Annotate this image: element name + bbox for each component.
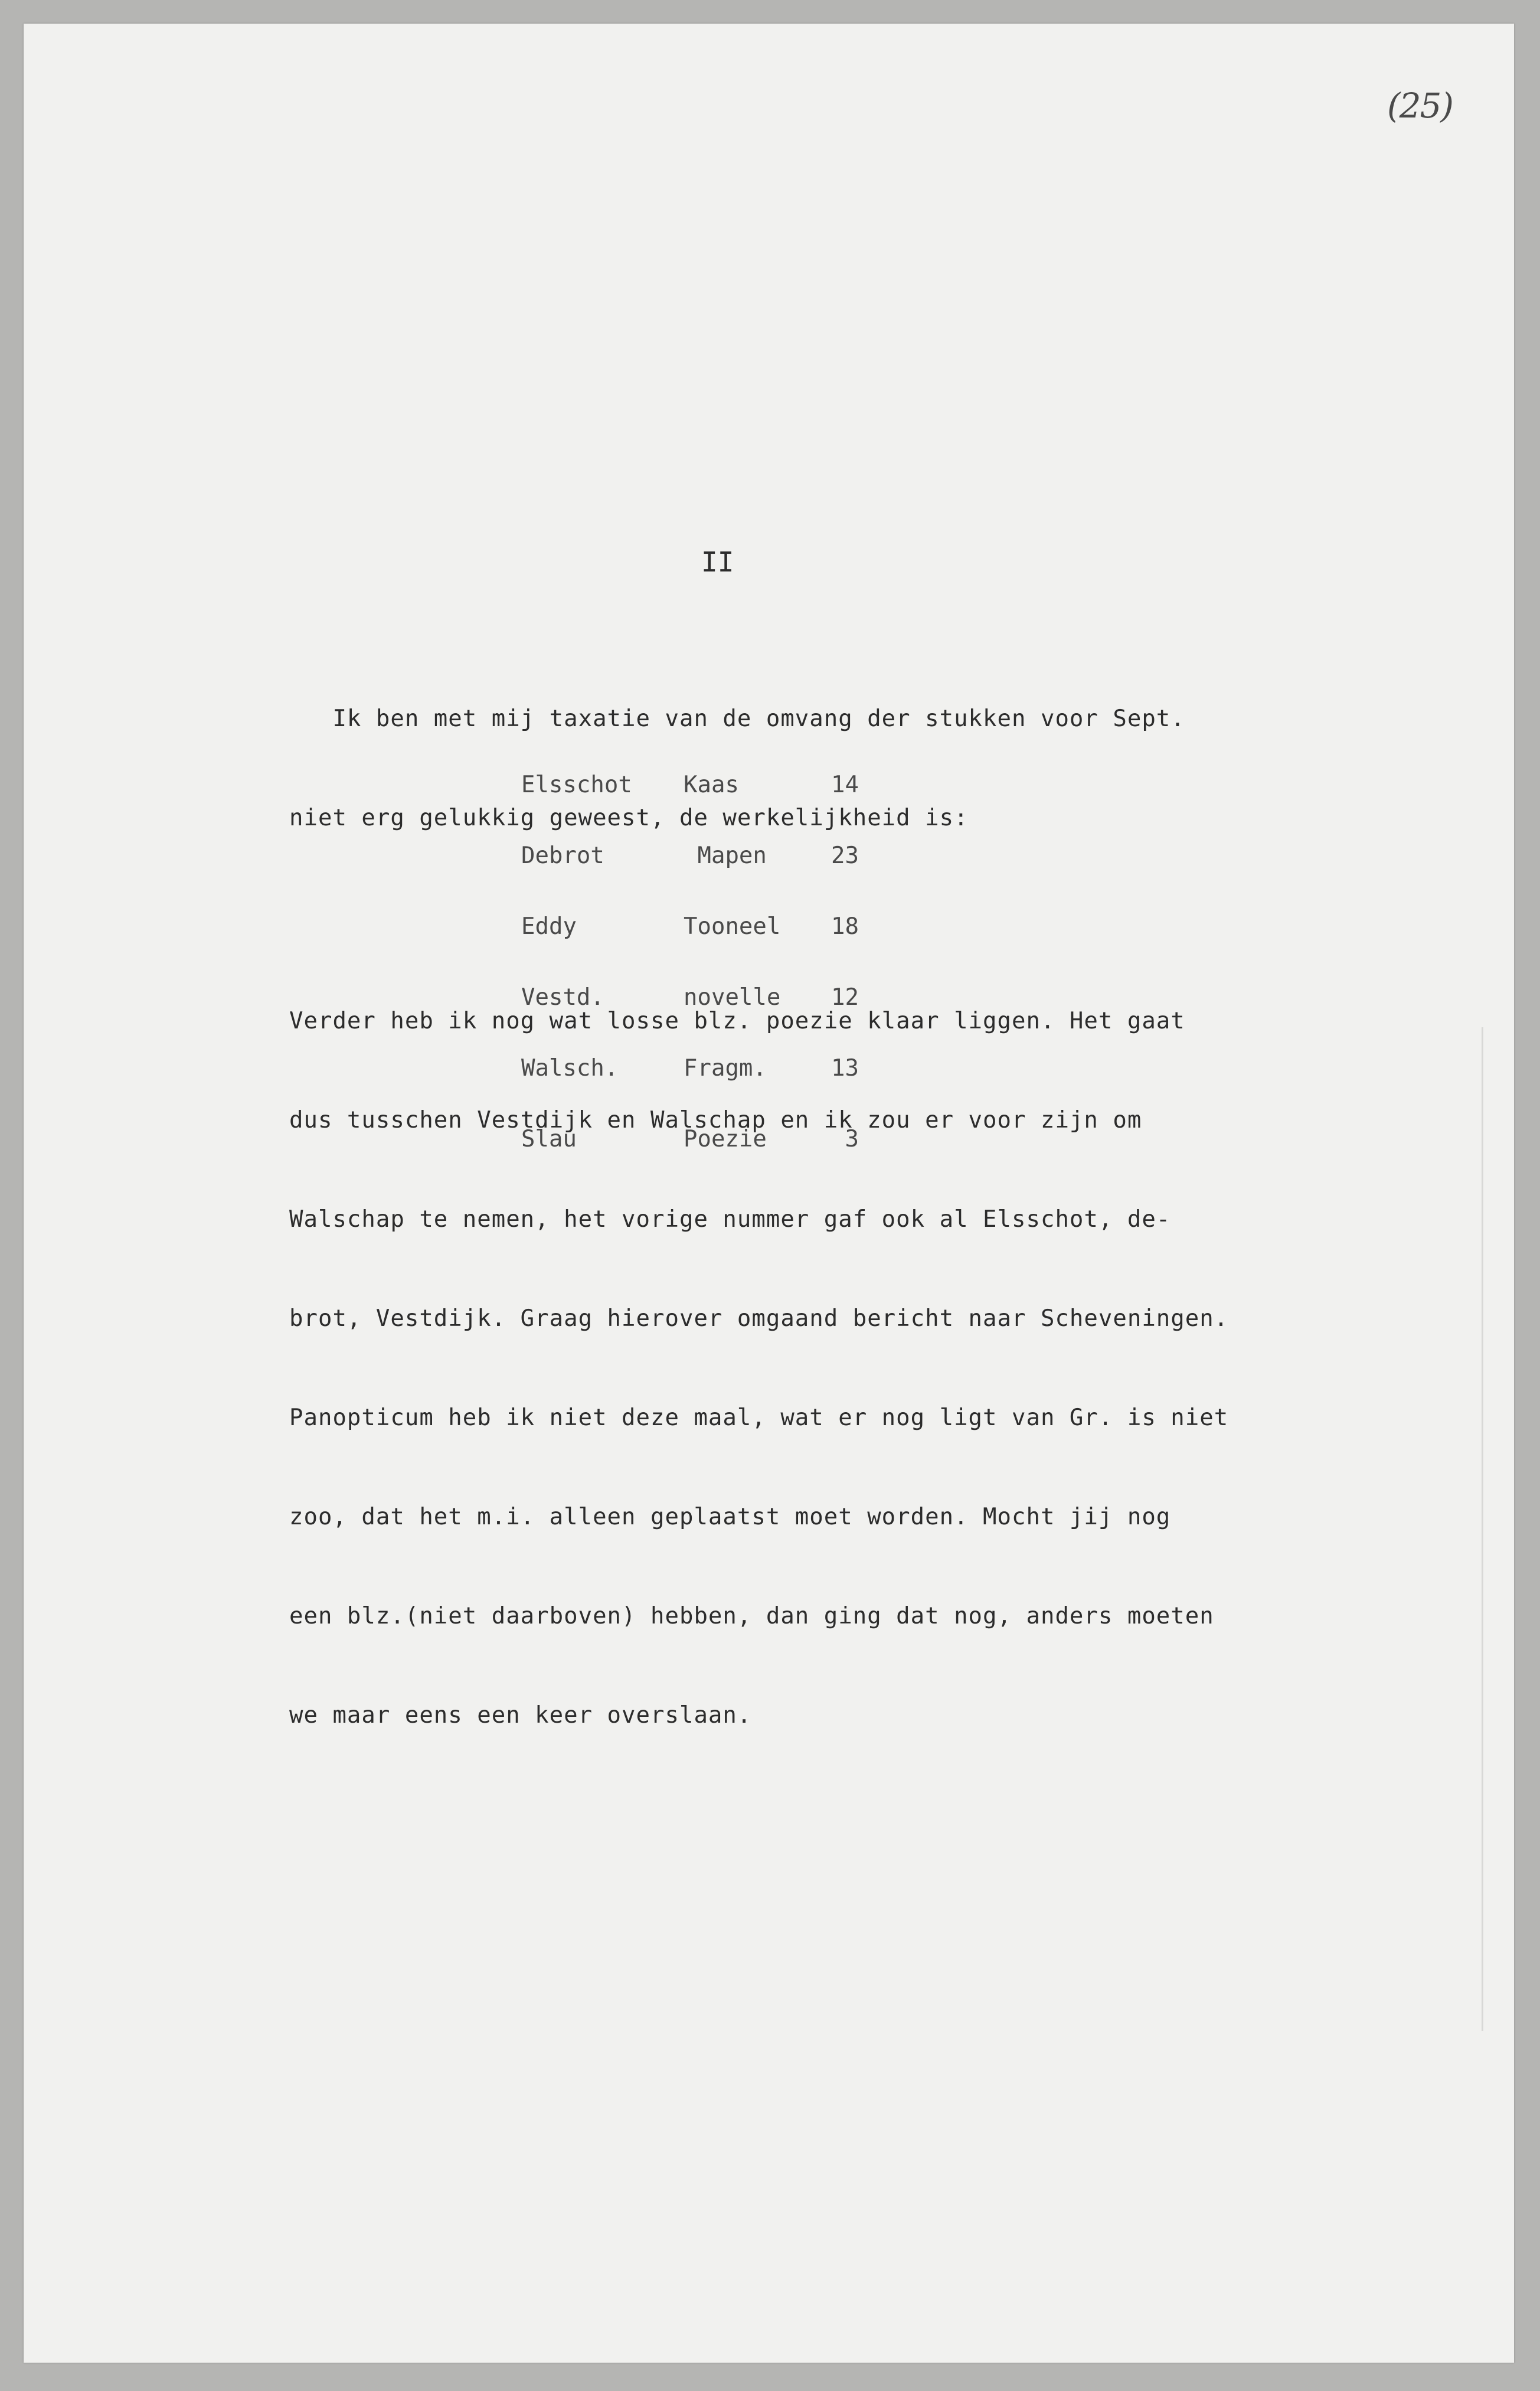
body-line: we maar eens een keer overslaan. [289,1702,752,1729]
body-line: zoo, dat het m.i. alleen geplaatst moet worden. Mocht jij nog [289,1504,1171,1530]
body-line: Walschap te nemen, het vorige nummer gaf ook al Elsschot, de- [289,1206,1171,1233]
table-row [521,915,867,939]
pages-cell: 14 [831,772,859,798]
intro-line: niet erg gelukkig geweest, de werkelijkheid is: [289,805,969,831]
body-paragraph [289,939,1228,1798]
piece-cell: Kaas [684,772,739,798]
piece-cell: Tooneel [684,913,781,940]
body-line: dus tusschen Vestdijk en Walschap en ik zou er voor zijn om [289,1107,1142,1134]
body-line: brot, Vestdijk. Graag hierover omgaand bericht naar Scheveningen. [289,1305,1229,1332]
body-line: Panopticum heb ik niet deze maal, wat er nog ligt van Gr. is niet [289,1404,1229,1431]
pages-cell: 18 [831,913,859,940]
author-cell: Debrot [521,842,604,869]
author-cell: Elsschot [521,772,632,798]
piece-cell: Mapen [684,842,767,869]
table-row [521,773,867,797]
piece-cell: Poezie [684,1126,767,1152]
pages-cell: 13 [831,1055,859,1082]
piece-cell: novelle [684,984,781,1011]
pages-cell: 23 [831,842,859,869]
handwritten-page-number: (25) [1387,86,1453,126]
paper-edge-mark [1482,1027,1483,2031]
author-cell: Eddy [521,913,577,940]
pages-cell: 12 [831,984,859,1011]
section-heading: II [701,546,734,578]
pages-cell: 3 [831,1126,859,1152]
author-cell: Slau [521,1126,577,1152]
typed-letter-page [24,24,1514,2363]
table-row [521,844,867,868]
body-line: Verder heb ik nog wat losse blz. poezie klaar liggen. Het gaat [289,1008,1185,1034]
piece-cell: Fragm. [684,1055,767,1082]
author-cell: Vestd. [521,984,604,1011]
body-line: een blz.(niet daarboven) hebben, dan ging dat nog, anders moeten [289,1603,1214,1629]
intro-line: Ik ben met mij taxatie van de omvang der stukken voor Sept. [289,705,1185,732]
author-cell: Walsch. [521,1055,619,1082]
